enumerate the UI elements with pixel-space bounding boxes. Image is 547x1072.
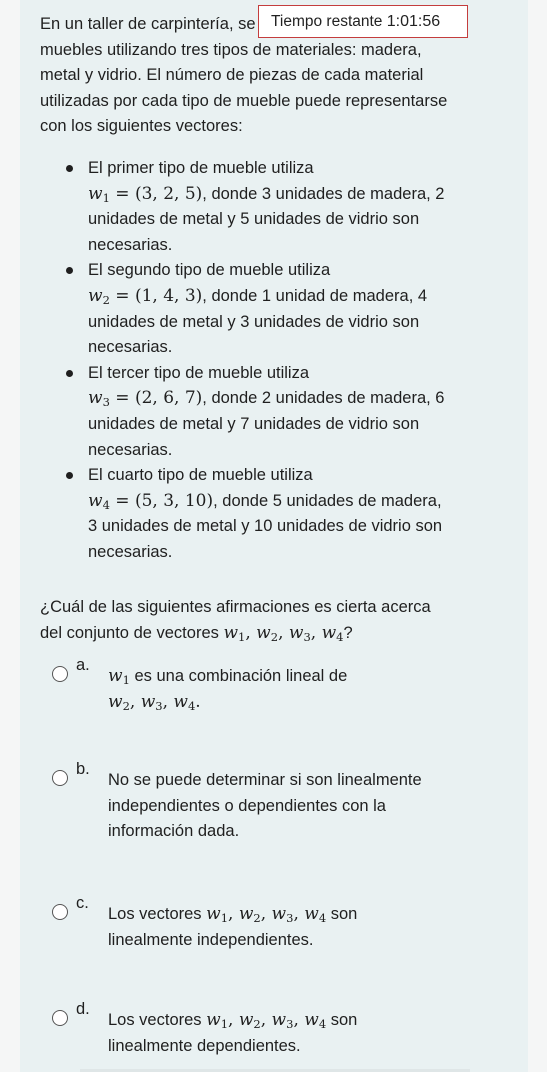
vector-lead: El primer tipo de mueble utiliza xyxy=(88,158,314,177)
vector-description: , donde 1 unidad de madera, 4 unidades de metal y 3 unidades de vidrio son necesarias. xyxy=(88,286,428,357)
radio-button[interactable] xyxy=(52,770,68,786)
question-text: ¿Cuál de las siguientes afirmaciones es cierta acerca del conjunto de vectores $w_1$, $w_2$, $w_3$, $w_4$? xyxy=(40,598,431,645)
option-math: $w_1$, $w_2$, $w_3$, $w_4$ xyxy=(206,1010,327,1031)
question-content xyxy=(40,6,450,647)
intro-rest: muebles utilizando tres tipos de materiales: madera, metal y vidrio. El número de piezas de cada material utilizadas por cada tipo de mueble puede representarse con los siguientes vectores: xyxy=(40,40,448,136)
option-text: $w_1$ es una combinación lineal de $w_2$, $w_3$, $w_4$. xyxy=(108,666,348,713)
vector-lead: El cuarto tipo de mueble utiliza xyxy=(88,466,313,485)
vector-expression: $w_2 = (1$, 4, 3) xyxy=(88,285,203,307)
vector-item xyxy=(88,361,450,463)
intro-line-1: En un taller de carpintería, se xyxy=(40,15,256,33)
vector-item xyxy=(88,463,450,565)
vector-lead: El segundo tipo de mueble utiliza xyxy=(88,261,331,280)
timer-clock: 1:01:56 xyxy=(386,13,441,30)
option-text: Los vectores $w_1$, $w_2$, $w_3$, $w_4$ son linealmente dependientes. xyxy=(108,1010,358,1055)
option-math: $w_1$, $w_2$, $w_3$, $w_4$ xyxy=(206,904,327,925)
vector-list xyxy=(88,156,450,566)
option-letter: c. xyxy=(76,894,89,912)
option-math: $w_2$, $w_3$, $w_4$. xyxy=(108,691,201,713)
vector-expression: $w_3 = (2$, 6, 7) xyxy=(88,388,203,410)
radio-button[interactable] xyxy=(52,1010,68,1026)
vector-expression: $w_1 = (3$, 2, 5) xyxy=(88,183,203,205)
vector-item xyxy=(88,156,450,258)
option-text: No se puede determinar si son linealmente independientes o dependientes con la información dada. xyxy=(108,771,422,841)
vector-description: , donde 2 unidades de madera, 6 unidades de metal y 7 unidades de vidrio son necesarias. xyxy=(88,389,445,459)
option-math: $w_1$ xyxy=(108,666,130,687)
timer-label: Tiempo restante xyxy=(271,13,383,30)
question-vectors: $w_1$, $w_2$, $w_3$, $w_4$ xyxy=(223,623,344,645)
option-letter: b. xyxy=(76,760,90,778)
option-letter: d. xyxy=(76,1000,90,1018)
vector-expression: $w_4 = (5$, 3, 10) xyxy=(88,490,214,512)
time-remaining-box xyxy=(258,5,468,38)
option-text: Los vectores $w_1$, $w_2$, $w_3$, $w_4$ son linealmente independientes. xyxy=(108,904,358,949)
vector-description: , donde 3 unidades de madera, 2 unidades de metal y 5 unidades de vidrio son necesarias. xyxy=(88,184,445,254)
radio-button[interactable] xyxy=(52,666,68,682)
vector-description: , donde 5 unidades de madera, 3 unidades de metal y 10 unidades de vidrio son necesarias. xyxy=(88,491,443,561)
vector-item xyxy=(88,258,450,360)
vector-lead: El tercer tipo de mueble utiliza xyxy=(88,363,310,382)
option-letter: a. xyxy=(76,656,90,674)
radio-button[interactable] xyxy=(52,904,68,920)
